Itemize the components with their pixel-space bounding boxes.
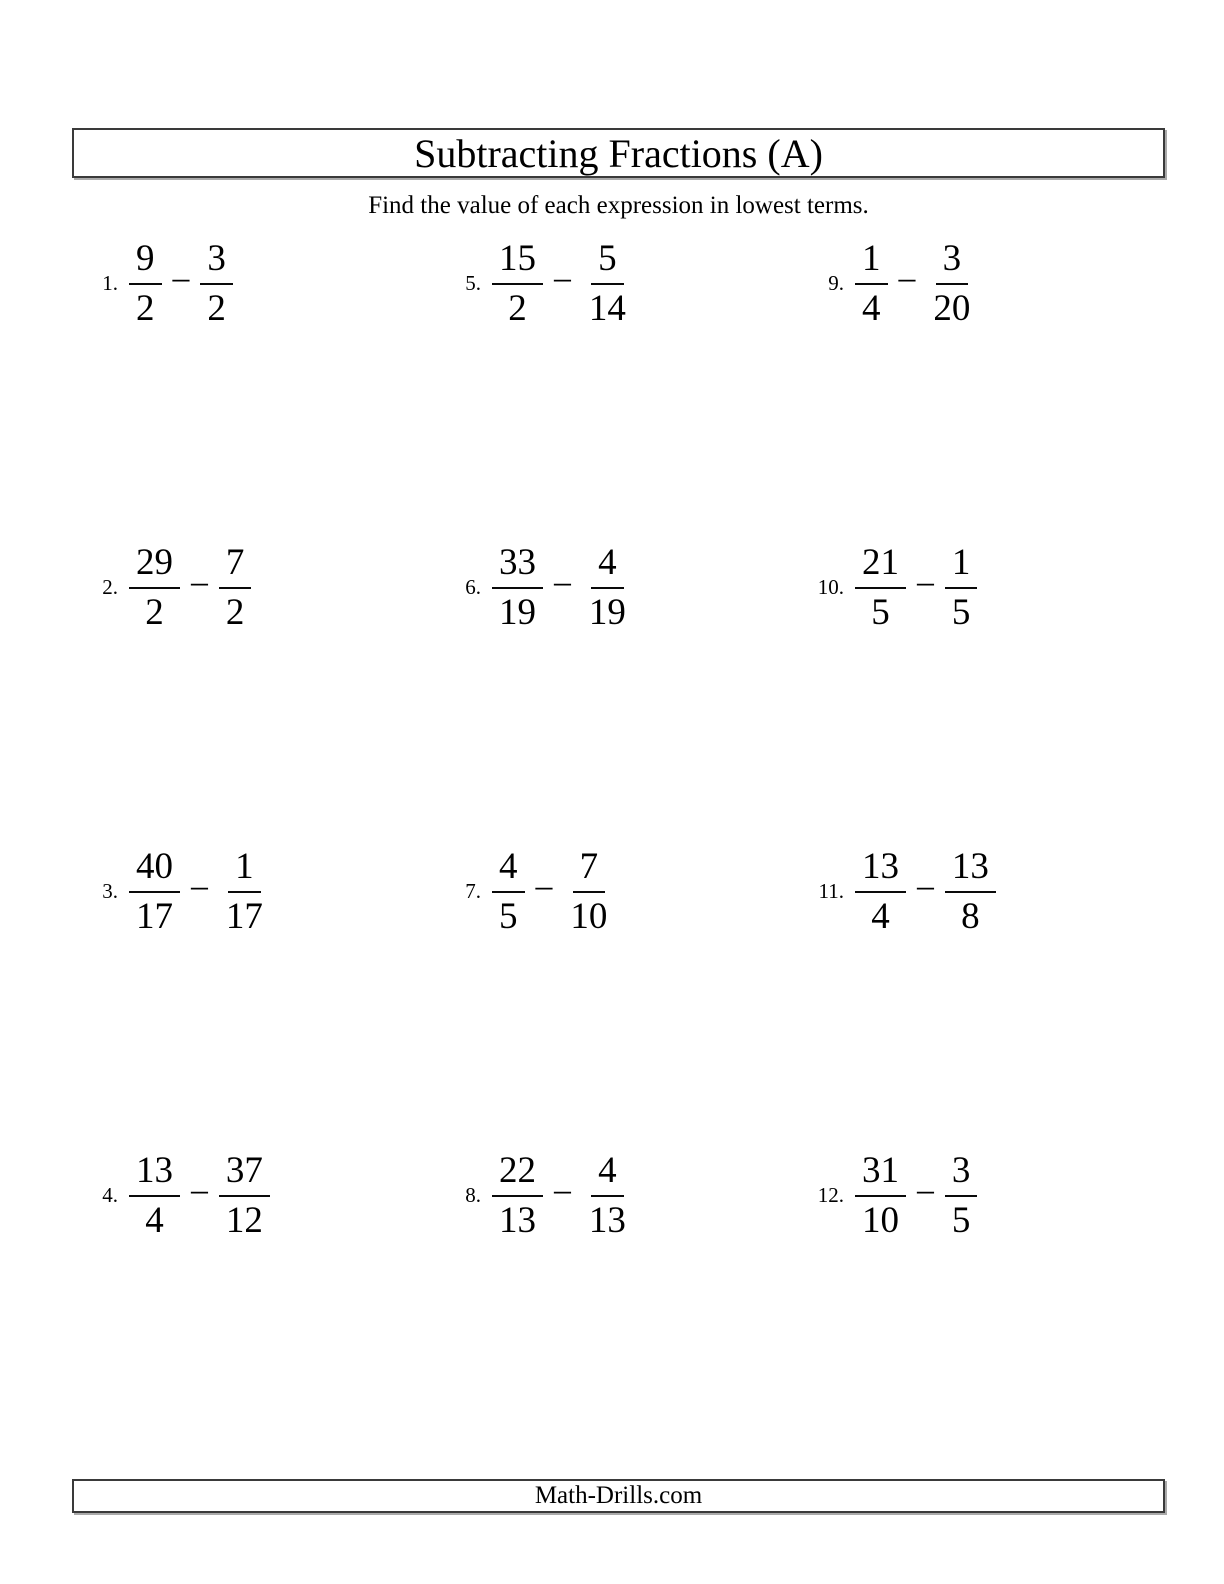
denominator: 2: [225, 592, 245, 633]
fraction-subtrahend: [219, 1150, 270, 1241]
problem-item-8: [435, 1150, 798, 1241]
denominator: 2: [145, 592, 164, 633]
denominator: 4: [871, 896, 890, 937]
problem-number: 8.: [465, 1183, 481, 1207]
problem-number: 1.: [102, 271, 118, 295]
numerator: 4: [591, 1150, 624, 1197]
denominator: 5: [951, 592, 971, 633]
fraction-minuend: [129, 238, 162, 329]
denominator: 2: [508, 288, 527, 329]
minus-operator: −: [533, 869, 555, 910]
page-title: Subtracting Fractions (A): [414, 130, 823, 176]
numerator: 4: [591, 542, 624, 589]
denominator: 10: [862, 1200, 899, 1241]
footer-box: [72, 1479, 1165, 1513]
fraction-subtrahend: [200, 238, 233, 329]
fraction-subtrahend: [563, 846, 614, 937]
minus-operator: −: [896, 261, 918, 302]
fraction-minuend: [492, 846, 525, 937]
expression: [129, 542, 251, 633]
minus-operator: −: [552, 1173, 573, 1214]
denominator: 2: [207, 288, 226, 329]
fraction-minuend: [855, 542, 906, 633]
minus-operator: −: [189, 565, 210, 606]
denominator: 19: [588, 592, 626, 633]
denominator: 5: [951, 1200, 971, 1241]
numerator: 9: [129, 238, 162, 285]
problem-item-2: [72, 542, 435, 633]
worksheet-title-box: [72, 128, 1165, 178]
expression: [492, 542, 633, 633]
denominator: 5: [871, 592, 890, 633]
problem-item-7: [435, 846, 798, 937]
problem-number: 11.: [818, 879, 844, 903]
fraction-subtrahend: [945, 542, 978, 633]
denominator: 4: [862, 288, 881, 329]
problem-item-4: [72, 1150, 435, 1241]
problem-number: 4.: [102, 1183, 118, 1207]
fraction-minuend: [129, 1150, 180, 1241]
denominator: 19: [499, 592, 536, 633]
problem-number: 10.: [817, 575, 844, 599]
problem-item-1: [72, 238, 435, 329]
minus-operator: −: [189, 1173, 210, 1214]
denominator: 5: [499, 896, 518, 937]
problem-grid: [72, 238, 1165, 1454]
fraction-minuend: [855, 1150, 906, 1241]
numerator: 4: [492, 846, 525, 893]
minus-operator: −: [915, 869, 936, 910]
problem-item-9: [798, 238, 1161, 329]
expression: [855, 542, 977, 633]
problem-item-3: [72, 846, 435, 937]
fraction-subtrahend: [945, 846, 996, 937]
numerator: 7: [219, 542, 252, 589]
problem-item-6: [435, 542, 798, 633]
fraction-minuend: [492, 542, 543, 633]
denominator: 12: [225, 1200, 263, 1241]
denominator: 20: [933, 288, 971, 329]
minus-operator: −: [552, 261, 573, 302]
expression: [129, 1150, 270, 1241]
expression: [855, 846, 996, 937]
expression: [129, 846, 270, 937]
numerator: 5: [591, 238, 624, 285]
problem-item-11: [798, 846, 1161, 937]
expression: [129, 238, 233, 329]
numerator: 31: [855, 1150, 906, 1197]
fraction-subtrahend: [945, 1150, 978, 1241]
problem-number: 9.: [828, 271, 844, 295]
fraction-subtrahend: [219, 542, 252, 633]
fraction-minuend: [129, 542, 180, 633]
fraction-subtrahend: [219, 846, 270, 937]
numerator: 1: [945, 542, 978, 589]
minus-operator: −: [915, 565, 936, 606]
expression: [492, 846, 614, 937]
numerator: 1: [855, 238, 888, 285]
numerator: 37: [219, 1150, 270, 1197]
problem-number: 12.: [817, 1183, 844, 1207]
denominator: 4: [145, 1200, 164, 1241]
fraction-subtrahend: [582, 542, 633, 633]
expression: [855, 1150, 977, 1241]
expression: [855, 238, 977, 329]
numerator: 3: [200, 238, 233, 285]
denominator: 14: [588, 288, 626, 329]
numerator: 13: [129, 1150, 180, 1197]
expression: [492, 238, 633, 329]
minus-operator: −: [552, 565, 573, 606]
fraction-minuend: [129, 846, 180, 937]
problem-number: 2.: [102, 575, 118, 599]
denominator: 8: [961, 896, 980, 937]
denominator: 2: [136, 288, 155, 329]
numerator: 1: [228, 846, 261, 893]
problem-number: 3.: [102, 879, 118, 903]
problem-number: 6.: [465, 575, 481, 599]
numerator: 13: [855, 846, 906, 893]
problem-number: 7.: [465, 879, 481, 903]
numerator: 3: [945, 1150, 978, 1197]
numerator: 40: [129, 846, 180, 893]
problem-item-5: [435, 238, 798, 329]
fraction-minuend: [492, 1150, 543, 1241]
numerator: 22: [492, 1150, 543, 1197]
fraction-subtrahend: [582, 238, 633, 329]
denominator: 13: [588, 1200, 626, 1241]
footer-brand: Math-Drills.com: [534, 1482, 703, 1509]
numerator: 33: [492, 542, 543, 589]
problem-item-12: [798, 1150, 1161, 1241]
numerator: 13: [945, 846, 996, 893]
problem-number: 5.: [465, 271, 481, 295]
minus-operator: −: [170, 261, 192, 302]
denominator: 17: [225, 896, 263, 937]
fraction-subtrahend: [926, 238, 977, 329]
numerator: 3: [936, 238, 969, 285]
minus-operator: −: [915, 1173, 936, 1214]
numerator: 15: [492, 238, 543, 285]
denominator: 13: [499, 1200, 536, 1241]
problem-item-10: [798, 542, 1161, 633]
expression: [492, 1150, 633, 1241]
fraction-minuend: [855, 238, 888, 329]
fraction-subtrahend: [582, 1150, 633, 1241]
instruction-text: Find the value of each expression in lowest terms.: [368, 192, 869, 219]
numerator: 7: [573, 846, 606, 893]
minus-operator: −: [189, 869, 210, 910]
fraction-minuend: [855, 846, 906, 937]
denominator: 10: [570, 896, 608, 937]
fraction-minuend: [492, 238, 543, 329]
denominator: 17: [136, 896, 173, 937]
numerator: 21: [855, 542, 906, 589]
numerator: 29: [129, 542, 180, 589]
